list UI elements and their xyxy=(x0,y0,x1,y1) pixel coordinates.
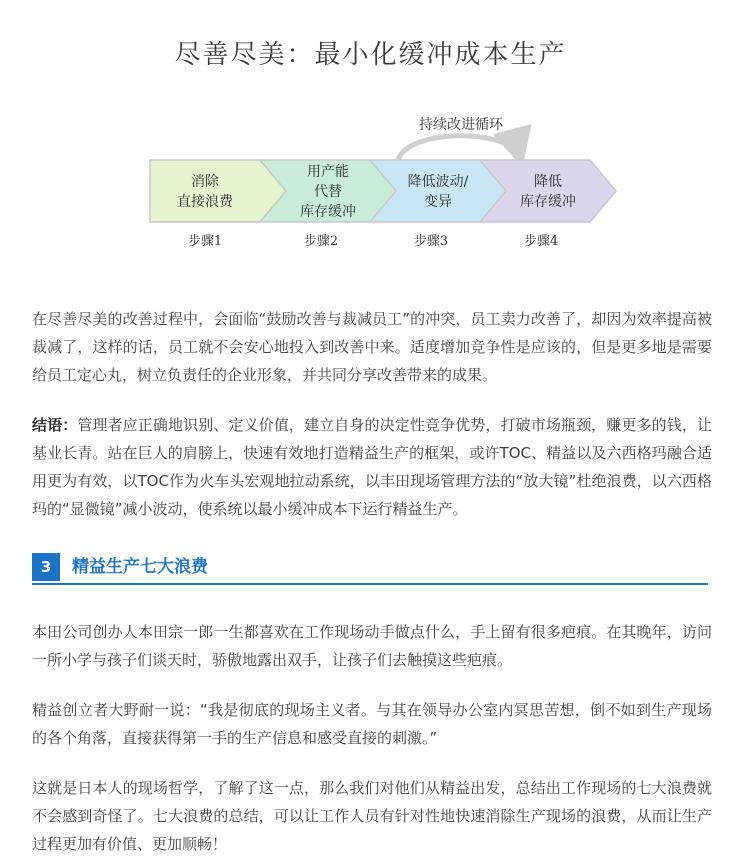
step-2-text: 用产能 xyxy=(307,164,349,180)
loop-label: 持续改进循环 xyxy=(419,117,503,133)
step-3-text: 变异 xyxy=(424,194,452,210)
step-4-text: 库存缓冲 xyxy=(520,194,576,210)
section-number-badge: 3 xyxy=(32,553,60,581)
process-diagram xyxy=(0,0,741,285)
section-title: 精益生产七大浪费 xyxy=(72,557,208,577)
section-divider xyxy=(32,583,708,585)
step-1-chevron xyxy=(150,160,286,222)
step-2-text: 代替 xyxy=(314,184,342,200)
paragraph-honda: 本田公司创办人本田宗一郎一生都喜欢在工作现场动手做点什么，手上留有很多疤痕。在其晚年，访问一所小学与孩子们谈天时，骄傲地露出双手，让孩子们去触摸这些疤痕。 xyxy=(32,623,712,669)
step-4-label: 步骤4 xyxy=(523,234,559,249)
step-1-label: 步骤1 xyxy=(187,234,223,249)
diagram-title: 尽善尽美：最小化缓冲成本生产 xyxy=(174,40,567,70)
paragraph-conclusion xyxy=(32,411,712,523)
step-1-text: 直接浪费 xyxy=(177,194,233,210)
step-4-text: 降低 xyxy=(534,174,562,190)
step-3-label: 步骤3 xyxy=(413,234,449,249)
conclusion-text: 管理者应正确地识别、定义价值，建立自身的决定性竞争优势，打破市场瓶颈，赚更多的钱，让基业长青。站在巨人的肩膀上，快速有效地打造精益生产的框架，或许TOC、精益以及六西格玛融合适用更为有效，以TOC作为火车头宏观地拉动系统，以丰田现场管理方法的“放大镜”杜绝浪费，以六西格玛的“显微镜”减小波动，使系统以最小缓冲成本下运行精益生产。 xyxy=(32,416,712,518)
paragraph-ohno: 精益创立者大野耐一说：“我是彻底的现场主义者。与其在领导办公室内冥思苦想，倒不如到生产现场的各个角落，直接获得第一手的生产信息和感受直接的刺激。” xyxy=(32,701,712,747)
process-arrows xyxy=(0,0,741,285)
step-2-text: 库存缓冲 xyxy=(300,204,356,220)
paragraph-improvement-conflict: 在尽善尽美的改善过程中，会面临“鼓励改善与裁减员工”的冲突，员工卖力改善了，却因为效率提高被裁减了，这样的话，员工就不会安心地投入到改善中来。适度增加竞争性是应该的，但是更多地是需要给员工定心丸，树立负责任的企业形象，并共同分享改善带来的成果。 xyxy=(32,310,712,384)
step-1-text: 消除 xyxy=(191,174,219,190)
conclusion-label: 结语： xyxy=(32,416,78,434)
step-3-text: 降低波动/ xyxy=(407,174,469,190)
loop-arc xyxy=(398,136,520,160)
step-2-label: 步骤2 xyxy=(303,234,339,249)
paragraph-philosophy: 这就是日本人的现场哲学，了解了这一点，那么我们对他们从精益出发，总结出工作现场的七大浪费就不会感到奇怪了。七大浪费的总结，可以让工作人员有针对性地快速消除生产现场的浪费，从而让生产过程更加有价值、更加顺畅！ xyxy=(32,779,712,853)
section-heading xyxy=(32,553,708,585)
